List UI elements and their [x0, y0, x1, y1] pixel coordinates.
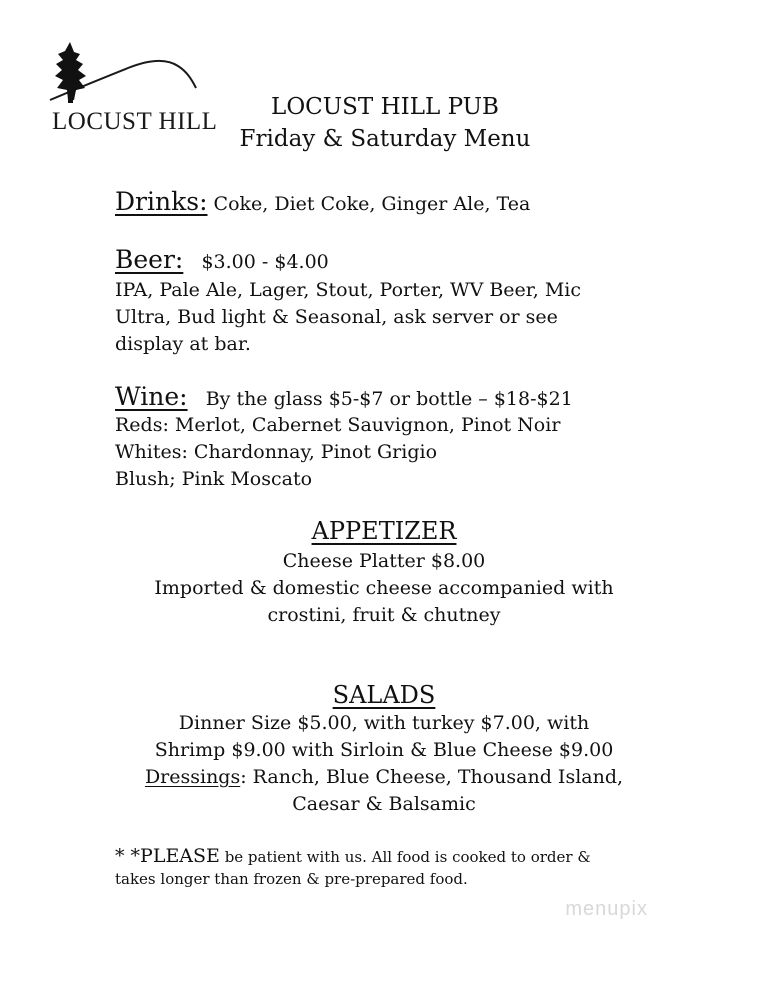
salads-line: Shrimp $9.00 with Sirloin & Blue Cheese $9.00: [154, 739, 614, 761]
beer-section: [115, 246, 329, 276]
wine-line: Reds: Merlot, Cabernet Sauvignon, Pinot Noir: [115, 414, 561, 436]
wine-price: By the glass $5-$7 or bottle – $18-$21: [205, 388, 573, 410]
wine-line: Whites: Chardonnay, Pinot Grigio: [115, 441, 438, 463]
beer-line: IPA, Pale Ale, Lager, Stout, Porter, WV Beer, Mic: [115, 279, 582, 301]
beer-price: $3.00 - $4.00: [201, 251, 329, 273]
note-text-1: be patient with us. All food is cooked to order &: [219, 848, 591, 866]
dressings-label: Dressings: [144, 766, 241, 788]
tree-hill-icon: [48, 38, 198, 118]
dressings-text: : Ranch, Blue Cheese, Thousand Island,: [240, 766, 624, 788]
wine-section: [115, 383, 573, 413]
drinks-section: [115, 188, 530, 218]
note-line-1: [115, 845, 591, 868]
page-subtitle: Friday & Saturday Menu: [239, 126, 531, 152]
salads-line: Dinner Size $5.00, with turkey $7.00, with: [178, 712, 590, 734]
watermark: menupix: [565, 898, 648, 920]
salads-last-line: Caesar & Balsamic: [292, 793, 476, 815]
beer-line: display at bar.: [115, 333, 251, 355]
appetizer-line: crostini, fruit & chutney: [267, 604, 501, 626]
beer-heading: Beer:: [115, 245, 184, 274]
drinks-text: Coke, Diet Coke, Ginger Ale, Tea: [213, 193, 531, 215]
wine-heading: Wine:: [115, 382, 188, 411]
page-title: LOCUST HILL PUB: [271, 94, 499, 120]
appetizer-heading: APPETIZER: [311, 517, 457, 545]
appetizer-line: Cheese Platter $8.00: [282, 550, 486, 572]
wine-line: Blush; Pink Moscato: [115, 468, 313, 490]
appetizer-line: Imported & domestic cheese accompanied with: [154, 577, 614, 599]
logo-text: LOCUST HILL: [52, 108, 218, 135]
drinks-heading: Drinks:: [115, 187, 208, 216]
note-line-2: takes longer than frozen & pre-prepared food.: [115, 870, 468, 888]
locust-hill-logo: [48, 38, 218, 138]
beer-line: Ultra, Bud light & Seasonal, ask server or see: [115, 306, 558, 328]
salads-heading: SALADS: [332, 681, 436, 709]
note-prefix: * *PLEASE: [115, 845, 220, 867]
dressings-line: [0, 764, 768, 791]
